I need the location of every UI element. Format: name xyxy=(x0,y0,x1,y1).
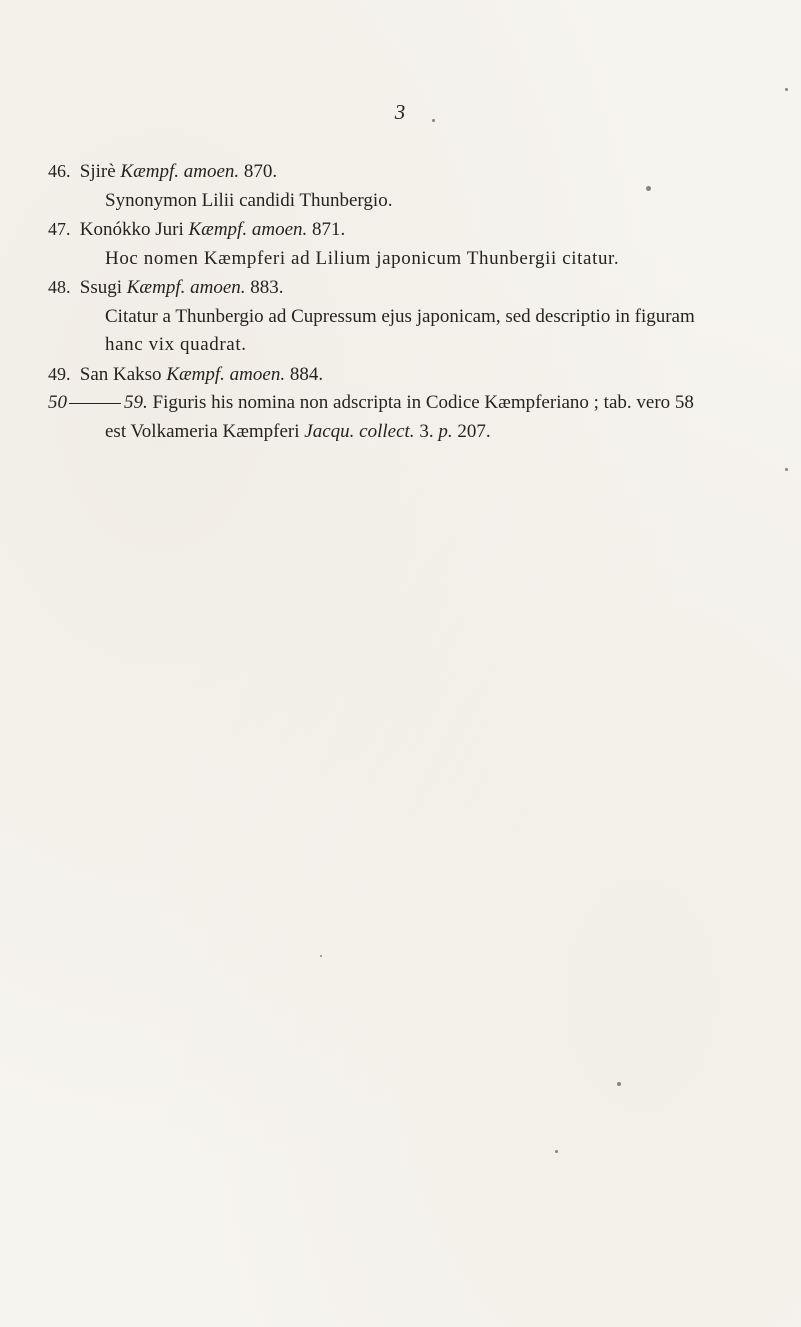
paper-speck xyxy=(432,119,435,122)
page-number: 3 xyxy=(394,100,407,124)
ref-work: amoen. xyxy=(183,161,240,182)
range-start: 50 xyxy=(48,392,67,413)
entry-48-line xyxy=(48,273,758,303)
entry-number: 49. xyxy=(48,363,71,384)
paper-speck xyxy=(785,88,788,91)
entry-number: 48. xyxy=(48,277,71,297)
ref-work: collect. xyxy=(359,420,415,442)
entry-head: Ssugi xyxy=(79,277,122,298)
entry-list xyxy=(48,157,758,446)
paper-speck xyxy=(617,1082,621,1086)
entry-number: 46. xyxy=(48,161,71,181)
ref-author: Kæmpf. xyxy=(166,363,225,385)
entry-head: Konókko Juri xyxy=(79,219,184,240)
ref-author: Kæmpf. xyxy=(188,219,248,240)
entry-49-line xyxy=(48,360,758,390)
ref-work: amoen. xyxy=(251,219,308,240)
entry-47-line xyxy=(48,215,758,245)
ref-page: 871. xyxy=(312,219,346,240)
paper-speck xyxy=(785,468,788,471)
paper-speck xyxy=(320,955,322,957)
entry-head: Sjirè xyxy=(79,161,116,182)
ref-author: Jacqu. xyxy=(304,420,355,442)
entry-48-note-1: Citatur a Thunbergio ad Cupressum ejus japonicam, sed descriptio in figuram xyxy=(105,305,695,327)
range-cont-prefix: est Volkameria Kæmpferi xyxy=(105,420,300,442)
ref-volume: 3. xyxy=(419,420,434,442)
entry-48-note-2: hanc vix quadrat. xyxy=(105,334,247,355)
ref-work: amoen. xyxy=(190,277,246,298)
ref-work: amoen. xyxy=(229,363,286,385)
range-end: 59. xyxy=(124,392,148,413)
ref-author: Kæmpf. xyxy=(120,161,179,182)
ref-author: Kæmpf. xyxy=(126,277,186,298)
entry-46-line xyxy=(48,157,758,187)
entry-number: 47. xyxy=(48,219,71,239)
entry-46-note: Synonymon Lilii candidi Thunbergio. xyxy=(105,189,393,211)
paper-speck xyxy=(646,186,651,191)
ref-page: 884. xyxy=(289,363,324,385)
paper-speck xyxy=(555,1150,558,1153)
ref-p-label: p. xyxy=(438,420,453,442)
entry-head: San Kakso xyxy=(79,363,162,385)
entry-47-note: Hoc nomen Kæmpferi ad Lilium japonicum Thunbergii citatur. xyxy=(105,247,620,269)
ref-page: 870. xyxy=(243,161,278,182)
ref-page: 207. xyxy=(457,420,491,442)
range-text: Figuris his nomina non adscripta in Codice Kæmpferiano ; tab. vero 58 xyxy=(152,392,694,413)
entry-50-59-cont xyxy=(48,418,758,447)
ref-page: 883. xyxy=(250,277,284,298)
range-dash xyxy=(69,403,121,404)
entry-50-59-line xyxy=(48,389,758,418)
